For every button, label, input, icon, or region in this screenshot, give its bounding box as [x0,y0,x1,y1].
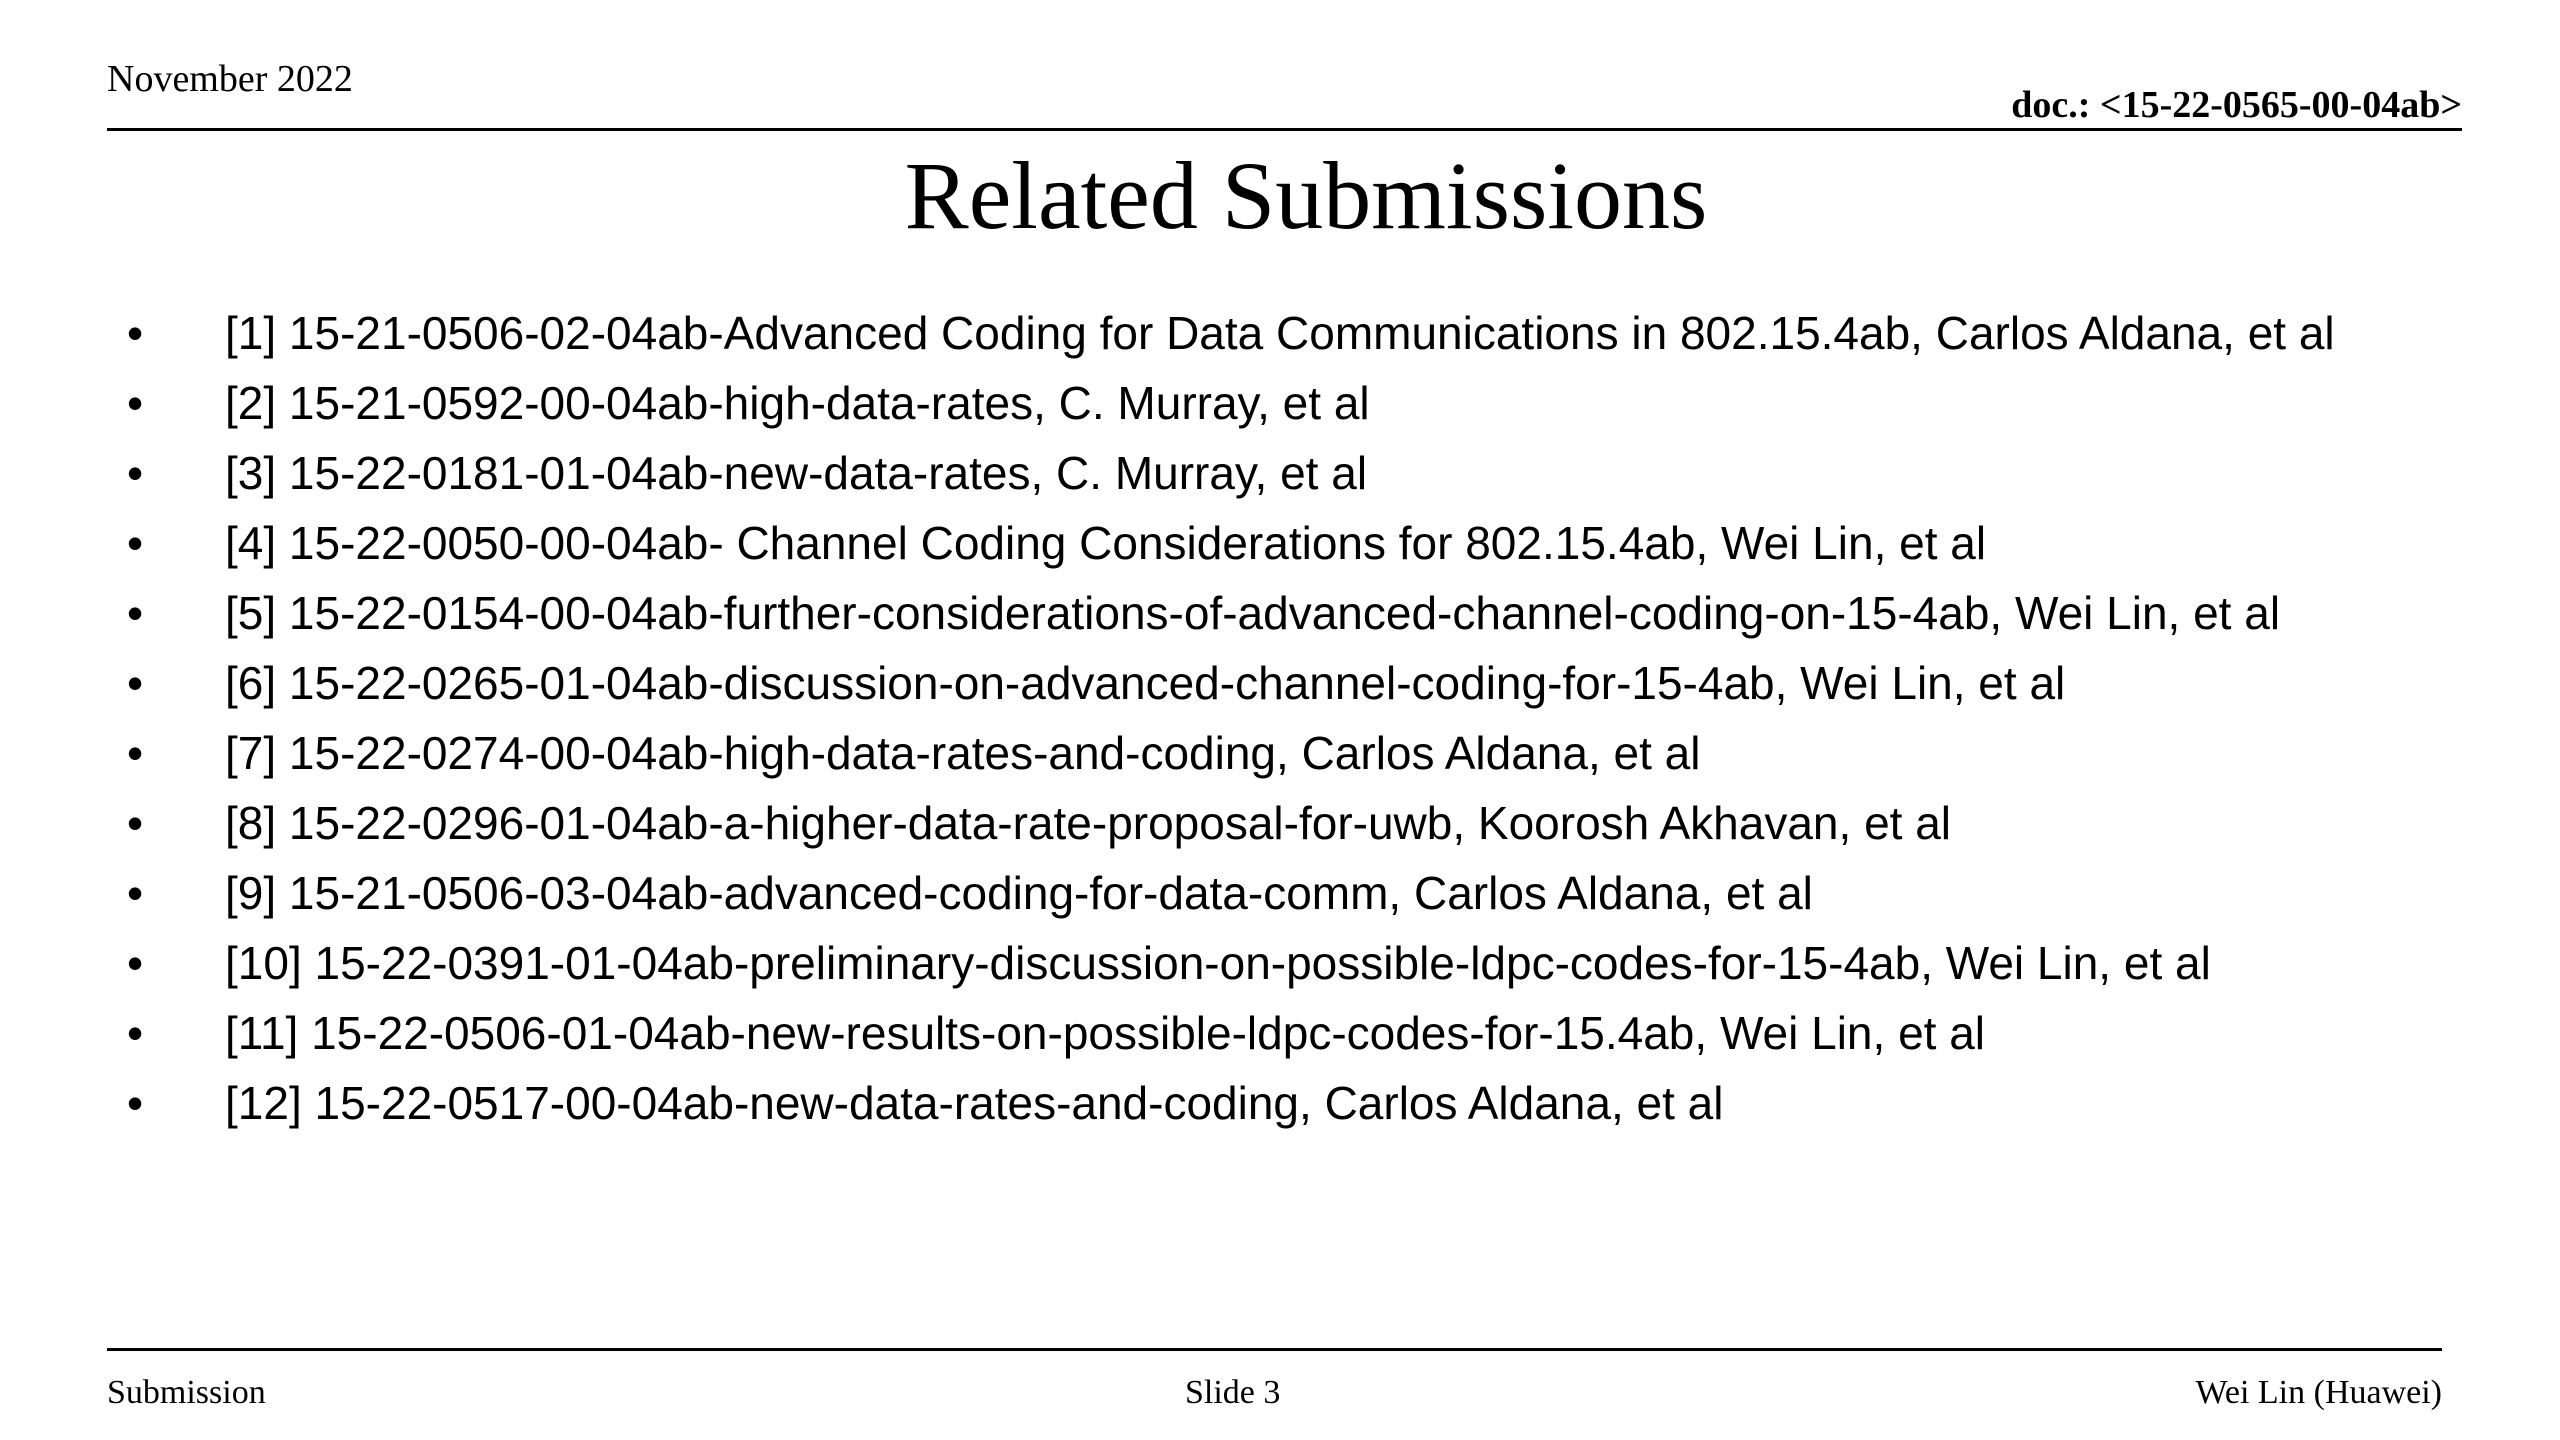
bullet-icon: • [127,447,144,499]
reference-item [127,648,2335,718]
header-divider [107,128,2462,131]
reference-text: [10] 15-22-0391-01-04ab-preliminary-discussion-on-possible-ldpc-codes-for-15-4ab, Wei Lin, et al [225,937,2211,989]
reference-text: [6] 15-22-0265-01-04ab-discussion-on-advanced-channel-coding-for-15-4ab, Wei Lin, et al [225,657,2066,709]
reference-list [127,298,2335,1138]
reference-item [127,578,2335,648]
reference-item [127,928,2335,998]
reference-item [127,998,2335,1068]
footer-divider [107,1348,2442,1351]
reference-item [127,1068,2335,1138]
reference-text: [4] 15-22-0050-00-04ab- Channel Coding Considerations for 802.15.4ab, Wei Lin, et al [225,517,1987,569]
reference-item [127,858,2335,928]
reference-text: [7] 15-22-0274-00-04ab-high-data-rates-and-coding, Carlos Aldana, et al [225,727,1701,779]
reference-text: [3] 15-22-0181-01-04ab-new-data-rates, C. Murray, et al [225,447,1368,499]
bullet-icon: • [127,1077,144,1129]
reference-item [127,788,2335,858]
reference-text: [8] 15-22-0296-01-04ab-a-higher-data-rate-proposal-for-uwb, Koorosh Akhavan, et al [225,797,1952,849]
bullet-icon: • [127,307,144,359]
footer-submission: Submission [107,1374,266,1411]
reference-text: [11] 15-22-0506-01-04ab-new-results-on-possible-ldpc-codes-for-15.4ab, Wei Lin, et al [225,1007,1986,1059]
reference-item [127,718,2335,788]
reference-text: [5] 15-22-0154-00-04ab-further-considerations-of-advanced-channel-coding-on-15-4ab, Wei Lin, et al [225,587,2281,639]
bullet-icon: • [127,657,144,709]
reference-item [127,298,2335,368]
reference-text: [2] 15-21-0592-00-04ab-high-data-rates, C. Murray, et al [225,377,1370,429]
reference-text: [12] 15-22-0517-00-04ab-new-data-rates-and-coding, Carlos Aldana, et al [225,1077,1724,1129]
bullet-icon: • [127,517,144,569]
reference-item [127,508,2335,578]
reference-item [127,368,2335,438]
bullet-icon: • [127,377,144,429]
reference-text: [1] 15-21-0506-02-04ab-Advanced Coding for Data Communications in 802.15.4ab, Carlos Aldana, et al [225,307,2335,359]
header-doc-id: doc.: <15-22-0565-00-04ab> [2011,84,2462,126]
bullet-icon: • [127,727,144,779]
reference-text: [9] 15-21-0506-03-04ab-advanced-coding-for-data-comm, Carlos Aldana, et al [225,867,1813,919]
bullet-icon: • [127,867,144,919]
header-date: November 2022 [107,58,353,100]
bullet-icon: • [127,797,144,849]
footer-slide-number: Slide 3 [1185,1374,1281,1411]
slide-title: Related Submissions [904,142,1708,249]
reference-item [127,438,2335,508]
footer-author: Wei Lin (Huawei) [2195,1374,2442,1411]
bullet-icon: • [127,1007,144,1059]
bullet-icon: • [127,937,144,989]
bullet-icon: • [127,587,144,639]
